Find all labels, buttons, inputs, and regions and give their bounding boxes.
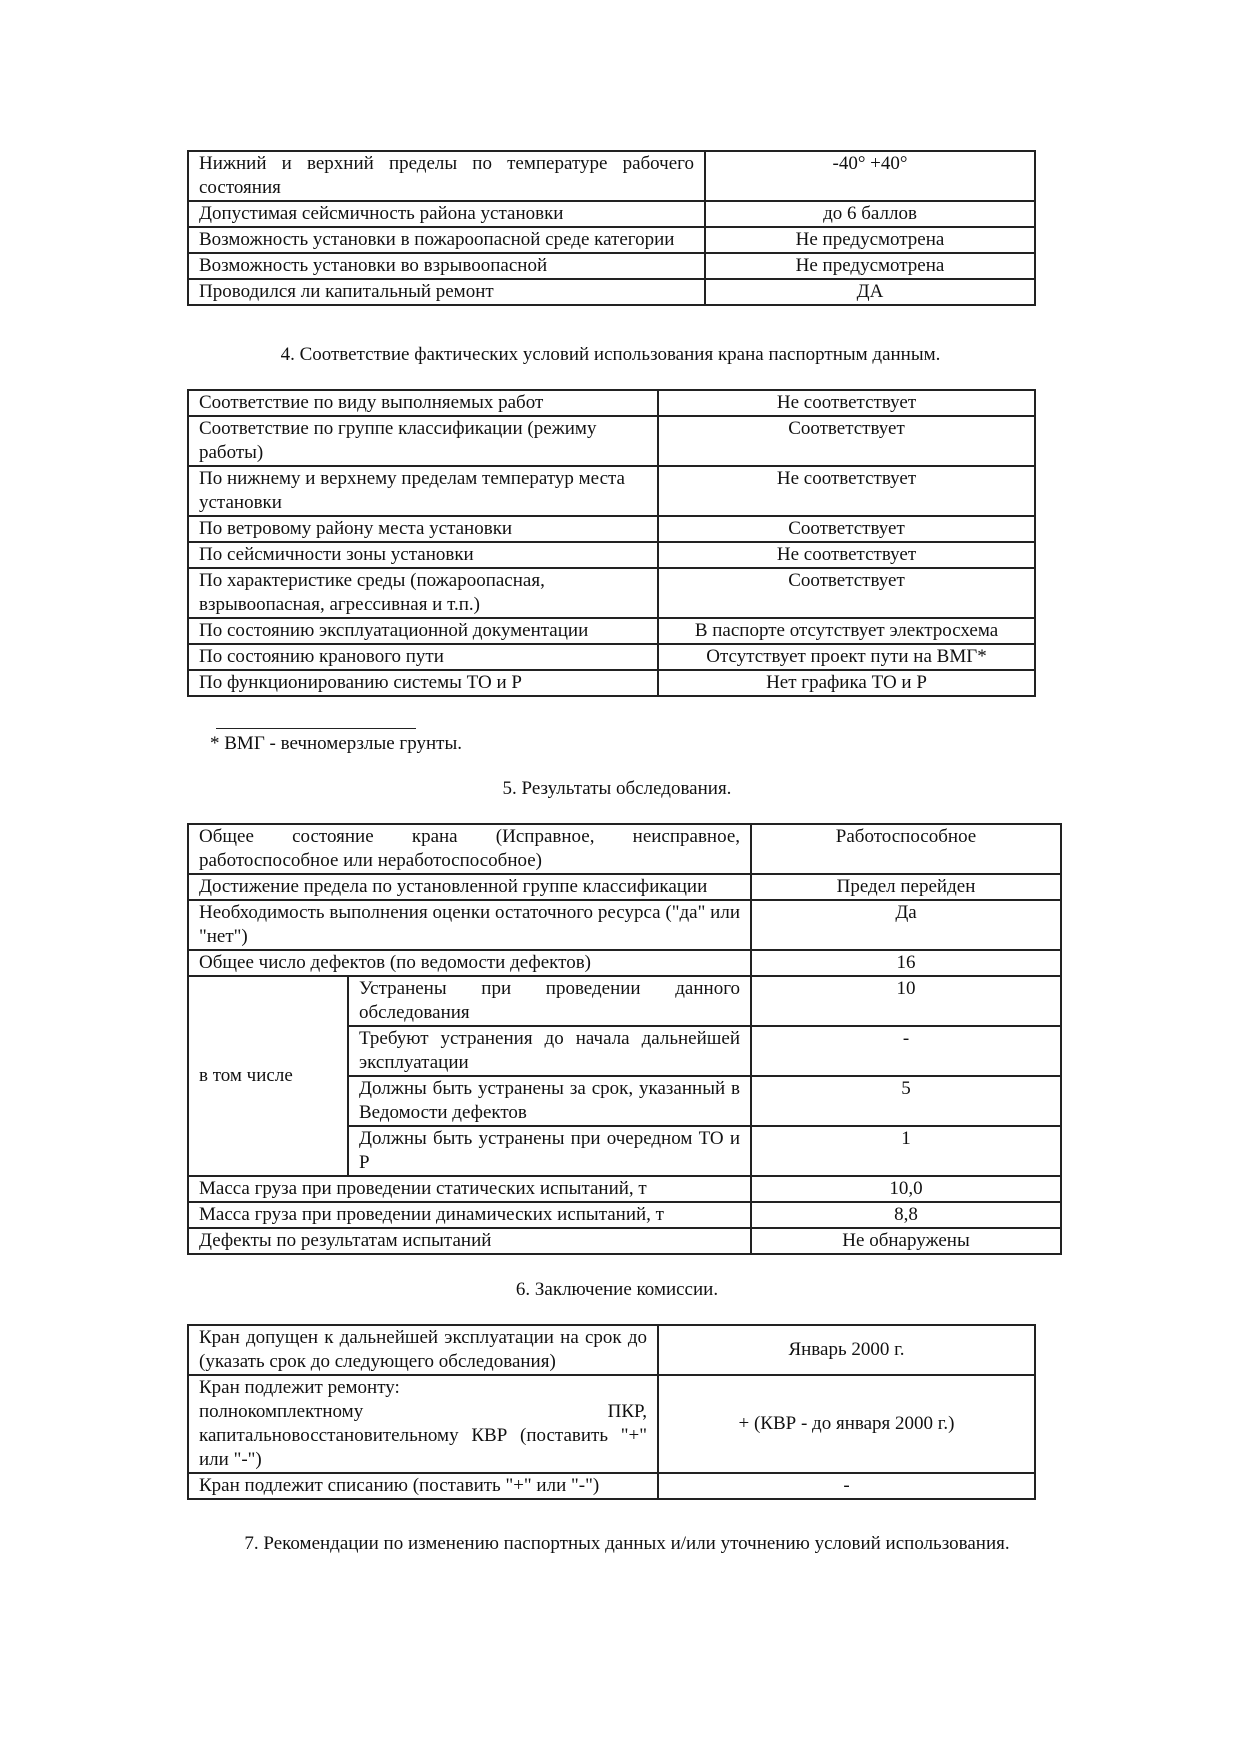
table-row	[188, 618, 1035, 644]
table-cell-param: Дефекты по результатам испытаний	[188, 1228, 751, 1254]
section-4-title: 4. Соответствие фактических условий использования крана паспортным данным.	[280, 344, 941, 365]
section-7-title: 7. Рекомендации по изменению паспортных данных и/или уточнению условий использования.	[244, 1533, 1010, 1554]
table-cell-value: Не обнаружены	[751, 1228, 1061, 1254]
table-cell-param: По нижнему и верхнему пределам температур места установки	[188, 466, 658, 516]
table-row	[188, 516, 1035, 542]
table-cell-value: 8,8	[751, 1202, 1061, 1228]
table-row	[188, 542, 1035, 568]
table-cell-value: Работоспособное	[751, 824, 1061, 874]
table-cell-param: Кран допущен к дальнейшей эксплуатации на срок до (указать срок до следующего обследования)	[188, 1325, 658, 1375]
table-row	[188, 1176, 1061, 1202]
table-commission-conclusion	[187, 1324, 1036, 1500]
table-row	[188, 466, 1035, 516]
table-row	[188, 1473, 1035, 1499]
table-cell-param: Общее число дефектов (по ведомости дефектов)	[188, 950, 751, 976]
table-cell-value: Не предусмотрена	[705, 253, 1035, 279]
table-cell-value: 10,0	[751, 1176, 1061, 1202]
footnote-separator	[216, 728, 416, 729]
table-cell-param: Масса груза при проведении динамических испытаний, т	[188, 1202, 751, 1228]
table-row	[188, 227, 1035, 253]
table-cell-param: Устранены при проведении данного обследования	[348, 976, 751, 1026]
table-cell-value: Соответствует	[658, 516, 1035, 542]
table-row	[188, 1325, 1035, 1375]
table-row	[188, 874, 1061, 900]
table-cell-param: По состоянию эксплуатационной документации	[188, 618, 658, 644]
table-cell-value: Соответствует	[658, 416, 1035, 466]
table-cell-value: Отсутствует проект пути на ВМГ*	[658, 644, 1035, 670]
table-row	[188, 416, 1035, 466]
table-cell-param: Общее состояние крана (Исправное, неисправное, работоспособное или неработоспособное)	[188, 824, 751, 874]
table-cell-value: -	[751, 1026, 1061, 1076]
table-row	[188, 568, 1035, 618]
table-cell-param: По состоянию кранового пути	[188, 644, 658, 670]
table-cell-param: По характеристике среды (пожароопасная, взрывоопасная, агрессивная и т.п.)	[188, 568, 658, 618]
section-5-title: 5. Результаты обследования.	[502, 778, 732, 799]
table-row	[188, 950, 1061, 976]
table-cell-value: ДА	[705, 279, 1035, 305]
table-cell-value: 10	[751, 976, 1061, 1026]
table-cell-param: Соответствие по виду выполняемых работ	[188, 390, 658, 416]
table-cell-param: По функционированию системы ТО и Р	[188, 670, 658, 696]
table-cell-value: до 6 баллов	[705, 201, 1035, 227]
table-cell-value: В паспорте отсутствует электросхема	[658, 618, 1035, 644]
table-row	[188, 253, 1035, 279]
table-row	[188, 390, 1035, 416]
table-cell-param: Требуют устранения до начала дальнейшей эксплуатации	[348, 1026, 751, 1076]
table-cell-param: Допустимая сейсмичность района установки	[188, 201, 705, 227]
table-row	[188, 976, 1061, 1026]
table-cell-value: Да	[751, 900, 1061, 950]
table-cell-param: Кран подлежит ремонту: полнокомплектному ПКР, капитальновосстановительному КВР (поставить "+" или "-")	[188, 1375, 658, 1473]
table-cell-value: -40° +40°	[705, 151, 1035, 201]
table-row	[188, 1202, 1061, 1228]
table-cell-param: Необходимость выполнения оценки остаточного ресурса ("да" или "нет")	[188, 900, 751, 950]
table-cell-value: Не соответствует	[658, 466, 1035, 516]
table-row	[188, 1228, 1061, 1254]
table-operating-conditions	[187, 150, 1036, 306]
section-6-title: 6. Заключение комиссии.	[515, 1279, 719, 1300]
table-cell-value: Январь 2000 г.	[658, 1325, 1035, 1375]
table-cell-value: 5	[751, 1076, 1061, 1126]
table-cell-param: Масса груза при проведении статических испытаний, т	[188, 1176, 751, 1202]
table-cell-param: Возможность установки в пожароопасной среде категории	[188, 227, 705, 253]
table-cell-param: Нижний и верхний пределы по температуре рабочего состояния	[188, 151, 705, 201]
footnote-text: * ВМГ - вечномерзлые грунты.	[210, 733, 462, 754]
table-row	[188, 201, 1035, 227]
table-row	[188, 151, 1035, 201]
table-cell-param: По сейсмичности зоны установки	[188, 542, 658, 568]
table-cell-param: Возможность установки во взрывоопасной	[188, 253, 705, 279]
table-row	[188, 1375, 1035, 1473]
table-cell-param: Должны быть устранены за срок, указанный в Ведомости дефектов	[348, 1076, 751, 1126]
table-cell-value: Соответствует	[658, 568, 1035, 618]
table-cell-value: Предел перейден	[751, 874, 1061, 900]
table-row	[188, 644, 1035, 670]
table-row	[188, 900, 1061, 950]
table-cell-value: 1	[751, 1126, 1061, 1176]
table-cell-param: Кран подлежит списанию (поставить "+" или "-")	[188, 1473, 658, 1499]
table-cell-param: Проводился ли капитальный ремонт	[188, 279, 705, 305]
table-cell-param: Должны быть устранены при очередном ТО и Р	[348, 1126, 751, 1176]
table-cell-value: -	[658, 1473, 1035, 1499]
table-conditions-compliance	[187, 389, 1036, 697]
table-row	[188, 279, 1035, 305]
table-cell-value: + (КВР - до января 2000 г.)	[658, 1375, 1035, 1473]
table-cell-value: Не соответствует	[658, 390, 1035, 416]
including-label: в том числе	[188, 976, 348, 1176]
table-cell-param: Достижение предела по установленной группе классификации	[188, 874, 751, 900]
table-row	[188, 824, 1061, 874]
table-cell-value: Не соответствует	[658, 542, 1035, 568]
table-cell-value: Не предусмотрена	[705, 227, 1035, 253]
table-cell-param: Соответствие по группе классификации (режиму работы)	[188, 416, 658, 466]
table-cell-value: Нет графика ТО и Р	[658, 670, 1035, 696]
table-cell-value: 16	[751, 950, 1061, 976]
table-inspection-results	[187, 823, 1062, 1255]
table-cell-param: По ветровому району места установки	[188, 516, 658, 542]
table-row	[188, 670, 1035, 696]
